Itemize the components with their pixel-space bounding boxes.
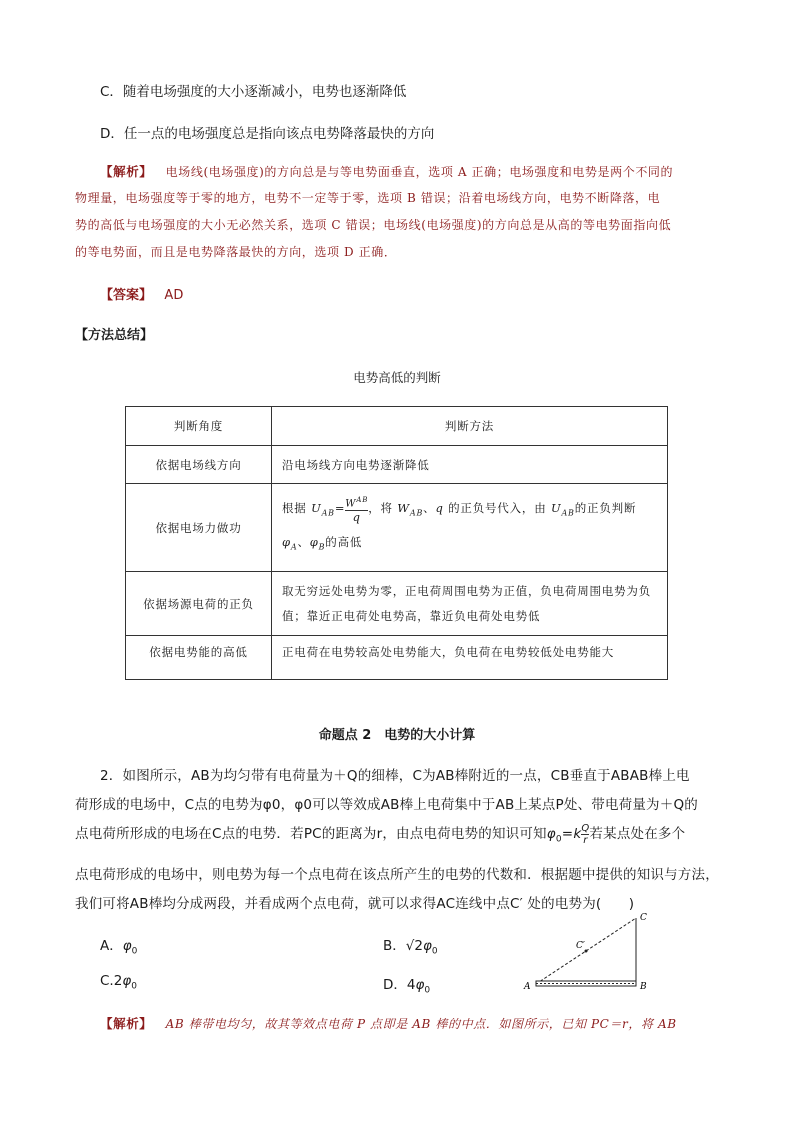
table-cell-method: 根据 $U_{AB}=$ $W^{AB}$ q ，将 $W_{AB}$、q 的正负号代入，由 $U_{AB}$的正负判断 $\varphi_A$、$\varphi_B$的高低 — [272, 484, 668, 572]
table-cell-angle: 依据电场线方向 — [126, 446, 272, 484]
potential-judgment-table — [125, 406, 668, 680]
option-d-prev: D．任一点的电场强度总是指向该点电势降落最快的方向 — [100, 126, 435, 142]
table-header-row — [126, 407, 668, 446]
table-cell-angle: 依据电势能的高低 — [126, 636, 272, 680]
analysis-tag: 【解析】 — [100, 164, 153, 179]
rod-diagram — [518, 910, 658, 995]
question-line-5: 我们可将AB棒均分成两段，并看成两个点电荷，就可以求得AC连线中点C′ 处的电势为( ) — [75, 896, 635, 912]
method-summary-heading: 【方法总结】 — [75, 328, 154, 343]
analysis-text: AB 棒带电均匀，故其等效点电荷 P 点即是 AB 棒的中点．如图所示，已知 PC＝r，将 AB — [165, 1017, 677, 1031]
answer-value: AD — [164, 288, 184, 303]
choice-b[interactable]: B．$√2\varphi_0$ — [383, 938, 438, 957]
label-c-prime: C′ — [576, 941, 585, 951]
label-a: A — [524, 982, 531, 992]
answer-1 — [100, 284, 183, 303]
option-c-prev: C．随着电场强度的大小逐渐减小，电势也逐渐降低 — [100, 84, 407, 100]
table-header-method: 判断方法 — [272, 407, 668, 446]
label-b: B — [640, 982, 647, 992]
table-cell-method: 沿电场线方向电势逐渐降低 — [272, 446, 668, 484]
table-row — [126, 636, 668, 680]
analysis-text: 电场线(电场强度)的方向总是与等电势面垂直，选项 A 正确；电场强度和电势是两个不同的 — [165, 165, 674, 179]
midpoint-c-prime — [585, 950, 588, 953]
question-line-1: 2．如图所示，AB为均匀带有电荷量为＋Q的细棒，C为AB棒附近的一点，CB垂直于ABAB棒上电 — [100, 768, 690, 784]
analysis-1-line-1 — [100, 162, 673, 180]
table-row — [126, 446, 668, 484]
question-line-4: 点电荷形成的电场中，则电势为每一个点电荷在该点所产生的电势的代数和．根据题中提供的知识与方法， — [75, 867, 719, 883]
choice-d[interactable]: D．$4\varphi_0$ — [383, 977, 431, 996]
analysis-1-line-4: 的等电势面，而且是电势降落最快的方向，选项 D 正确． — [75, 245, 397, 259]
table-cell-method: 取无穷远处电势为零，正电荷周围电势为正值，负电荷周围电势为负值；靠近正电荷处电势高，靠近负电荷处电势低 — [272, 572, 668, 636]
analysis-1-line-2: 物理量，电场强度等于零的地方，电势不一定等于零，选项 B 错误；沿着电场线方向，电势不断降落，电 — [75, 191, 661, 205]
table-row — [126, 484, 668, 572]
analysis-2-line-1 — [100, 1014, 677, 1032]
table-header-angle: 判断角度 — [126, 407, 272, 446]
label-c: C — [640, 913, 647, 923]
section-title: 命题点 2 电势的大小计算 — [318, 728, 476, 743]
analysis-tag: 【解析】 — [100, 1016, 153, 1031]
question-line-3: 点电荷所形成的电场在C点的电势．若PC的距离为r，由点电荷电势的知识可知$\varphi_0=k$ $\frac{Q}{r}$ 若某点处在多个 — [75, 822, 686, 846]
table-row — [126, 572, 668, 636]
analysis-1-line-3: 势的高低与电场强度的大小无必然关系，选项 C 错误；电场线(电场强度)的方向总是从高的等电势面指向低 — [75, 218, 672, 232]
answer-tag: 【答案】 — [100, 288, 153, 303]
table-cell-angle: 依据场源电荷的正负 — [126, 572, 272, 636]
table-caption: 电势高低的判断 — [353, 370, 441, 385]
table-cell-angle: 依据电场力做功 — [126, 484, 272, 572]
choice-a[interactable]: A．$\varphi_0$ — [100, 938, 138, 957]
table-cell-method: 正电荷在电势较高处电势能大，负电荷在电势较低处电势能大 — [272, 636, 668, 680]
question-line-2: 荷形成的电场中，C点的电势为φ0，φ0可以等效成AB棒上电荷集中于AB上某点P处、带电荷量为＋Q的 — [75, 797, 698, 813]
choice-c[interactable]: $C.2\varphi_0$ — [100, 973, 137, 992]
